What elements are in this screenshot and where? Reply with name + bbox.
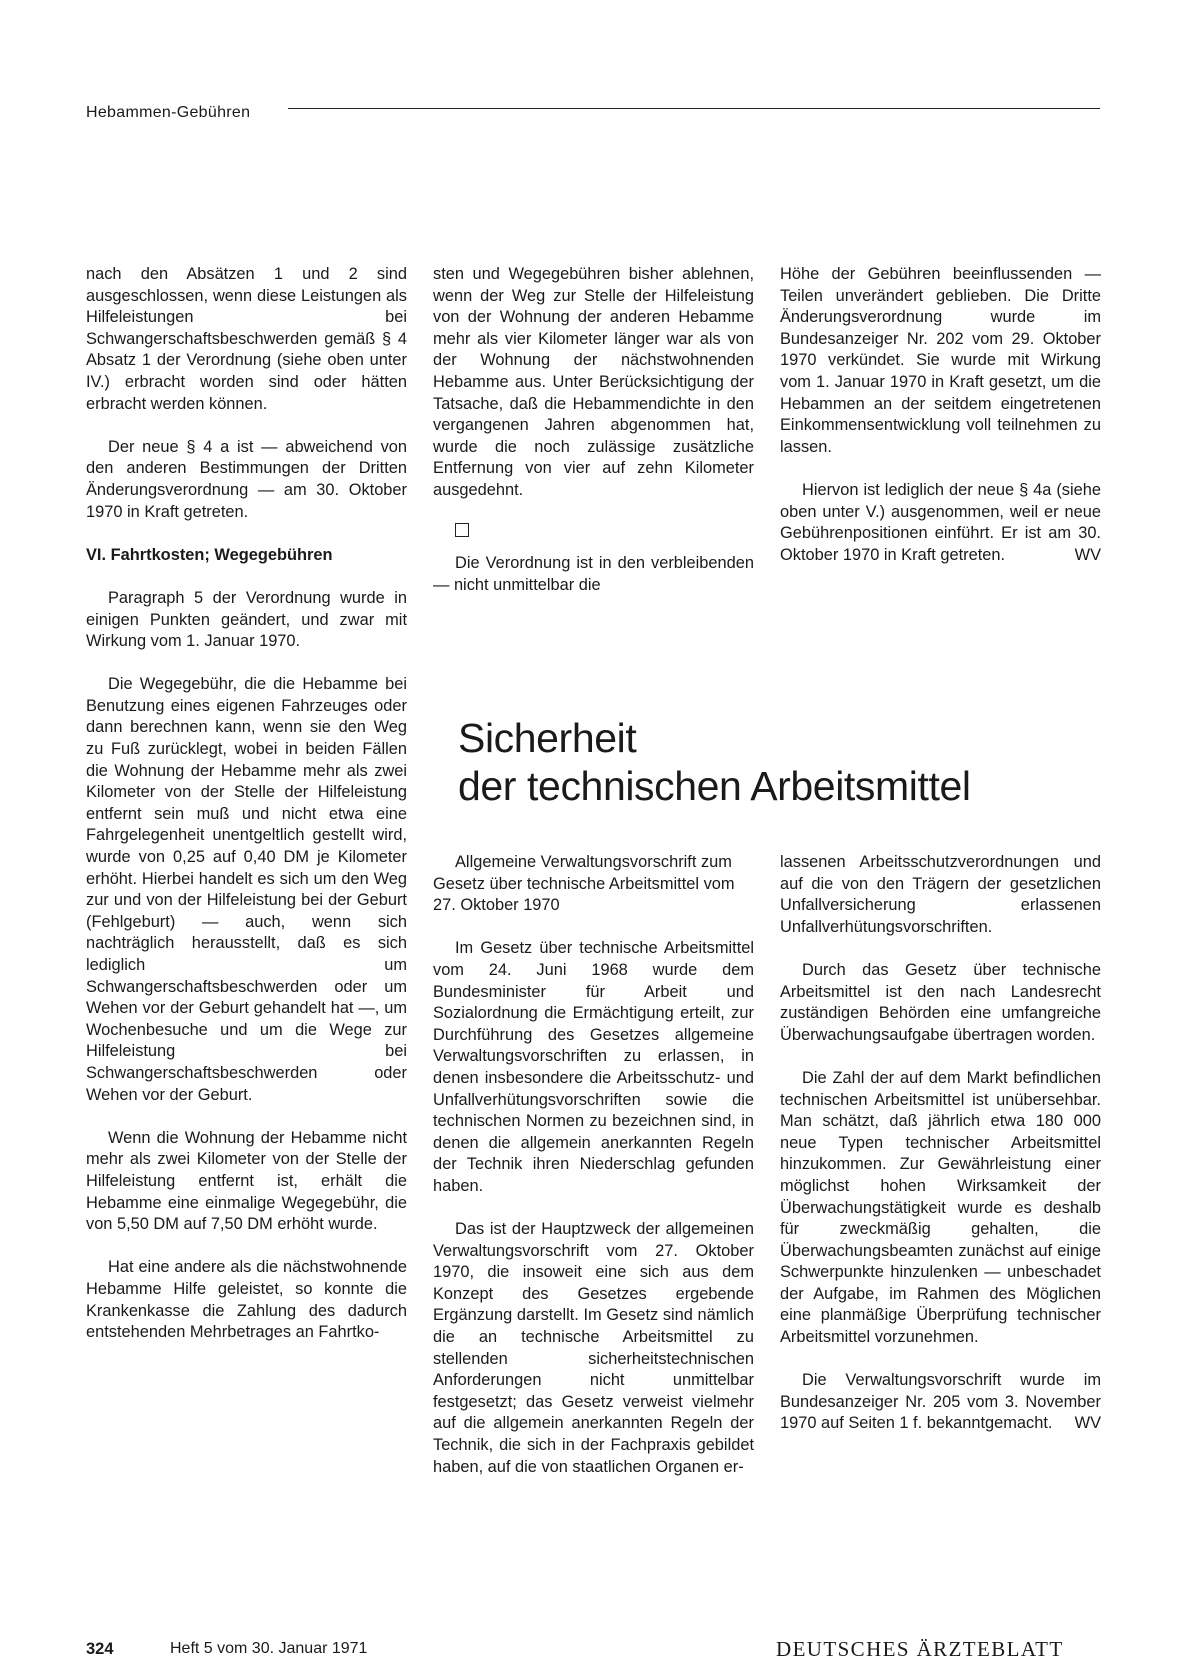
issue-info: Heft 5 vom 30. Januar 1971 [170, 1640, 368, 1657]
paragraph: nach den Absätzen 1 und 2 sind ausgeschlossen, wenn diese Leistungen als Hilfeleistungen bei Schwangerschaftsbeschwerden gemäß § 4 Absatz 1 der Verordnung (siehe oben unter IV.) erbracht worden sind oder hätten erbracht werden können. [86, 265, 407, 413]
paragraph: Durch das Gesetz über technische Arbeitsmittel ist den nach Landesrecht zuständigen Behörden eine umfangreiche Überwachungsaufgabe übertragen worden. [780, 960, 1101, 1044]
author-signature: WV [1074, 545, 1101, 564]
paragraph: Hat eine andere als die nächstwohnende Hebamme Hilfe geleistet, so konnte die Krankenkasse die Zahlung des dadurch entstehenden Mehrbetrages an Fahrtko- [86, 1258, 407, 1342]
article1-column-1 [86, 264, 407, 1365]
running-title: Hebammen-Gebühren [86, 104, 251, 121]
header-rule [288, 108, 1100, 109]
paragraph: Die Verordnung ist in den verbleibenden — nicht unmittelbar die [433, 554, 754, 594]
paragraph: Im Gesetz über technische Arbeitsmittel vom 24. Juni 1968 wurde dem Bundesminister für Arbeit und Sozialordnung die Ermächtigung erteilt, zur Durchführung des Gesetzes allgemeine Verwaltungsvorschriften zu erlassen, in denen insbesondere die Arbeitsschutz- und Unfallverhütungsvorschriften sowie die technischen Normen zu bezeichnen sind, in denen die allgemein anerkannten Regeln der Technik ihren Niederschlag gefunden haben. [433, 939, 754, 1195]
article1-column-3 [780, 264, 1101, 588]
article-title [458, 714, 971, 810]
paragraph: Der neue § 4 a ist — abweichend von den anderen Bestimmungen der Dritten Änderungsverordnung — am 30. Oktober 1970 in Kraft getreten. [86, 437, 407, 521]
article-lead: Allgemeine Verwaltungsvorschrift zum Gesetz über technische Arbeitsmittel vom 27. Oktober 1970 [433, 853, 735, 915]
paragraph: Höhe der Gebühren beeinflussenden — Teilen unverändert geblieben. Die Dritte Änderungsverordnung wurde im Bundesanzeiger Nr. 202 vom 29. Oktober 1970 verkündet. Sie wurde mit Wirkung vom 1. Januar 1970 in Kraft gesetzt, um die Hebammen an der seitdem eingetretenen Einkommensentwicklung voll teilnehmen zu lassen. [780, 265, 1101, 456]
paragraph: Das ist der Hauptzweck der allgemeinen Verwaltungsvorschrift vom 27. Oktober 1970, die insoweit eine sich aus dem Konzept des Gesetzes ergebende Ergänzung darstellt. Im Gesetz sind nämlich die an technische Arbeitsmittel zu stellenden sicherheitstechnischen Anforderungen nicht unmittelbar festgesetzt; das Gesetz verweist vielmehr auf die allgemein anerkannten Regeln der Technik, die sich in der Fachpraxis gebildet haben, auf die von staatlichen Organen er- [433, 1220, 754, 1476]
article1-column-2 [433, 264, 754, 618]
paragraph: Paragraph 5 der Verordnung wurde in einigen Punkten geändert, und zwar mit Wirkung vom 1. Januar 1970. [86, 588, 407, 651]
paragraph: Die Zahl der auf dem Markt befindlichen technischen Arbeitsmittel ist unübersehbar. Man schätzt, daß jährlich etwa 180 000 neue Typen technischer Arbeitsmittel hinzukommen. Zur Gewährleistung einer möglichst hohen Wirksamkeit der Überwachungstätigkeit wurde es deshalb für zweckmäßig gehalten, die Überwachungsbeamten zunächst auf einige Schwerpunkte hinzulenken — unbeschadet der Aufgabe, im Rahmen des Möglichen eine planmäßige Überprüfung technischer Arbeitsmittel vorzunehmen. [780, 1068, 1101, 1347]
journal-name: DEUTSCHES ÄRZTEBLATT [776, 1637, 1064, 1661]
paragraph [780, 480, 1101, 566]
article-title-line-2: der technischen Arbeitsmittel [458, 763, 971, 809]
section-separator-box [455, 523, 469, 537]
paragraph-text: Hiervon ist lediglich der neue § 4a (siehe oben unter V.) ausgenommen, weil er neue Gebührenpositionen einführt. Er ist am 30. Oktober 1970 in Kraft getreten. [780, 480, 1101, 564]
author-signature: WV [1074, 1414, 1101, 1433]
paragraph: lassenen Arbeitsschutzverordnungen und auf die von den Trägern der gesetzlichen Unfallversicherung erlassenen Unfallverhütungsvorschriften. [780, 853, 1101, 936]
section-heading: VI. Fahrtkosten; Wegegebühren [86, 545, 333, 564]
article-title-line-1: Sicherheit [458, 715, 637, 761]
article2-column-1 [433, 852, 754, 1500]
paragraph: sten und Wegegebühren bisher ablehnen, wenn der Weg zur Stelle der Hilfeleistung von der Wohnung der anderen Hebamme mehr als vier Kilometer länger war als von der Wohnung der nächstwohnenden Hebamme aus. Unter Berücksichtigung der Tatsache, daß die Hebammendichte in den vergangenen Jahren abgenommen hat, wurde die noch zulässige zusätzliche Entfernung von vier auf zehn Kilometer ausgedehnt. [433, 265, 754, 499]
page-number: 324 [86, 1640, 114, 1658]
paragraph-text: Die Verwaltungsvorschrift wurde im Bundesanzeiger Nr. 205 vom 3. November 1970 auf Seiten 1 f. bekanntgemacht. [780, 1371, 1101, 1433]
article2-column-2 [780, 852, 1101, 1457]
paragraph [780, 1370, 1101, 1435]
paragraph: Die Wegegebühr, die die Hebamme bei Benutzung eines eigenen Fahrzeuges oder dann berechnen kann, wenn sie den Weg zu Fuß zurücklegt, wobei in beiden Fällen die Wohnung der Hebamme mehr als zwei Kilometer von der Stelle der Hilfeleistung entfernt sein muß und nicht etwa eine Fahrgelegenheit unentgeltlich gestellt wird, wurde von 0,25 auf 0,40 DM je Kilometer erhöht. Hierbei handelt es sich um den Weg zur und von der Hilfeleistung bei der Geburt (Fehlgeburt) — auch, wenn sich nachträglich herausstellt, daß es sich lediglich um Schwangerschaftsbeschwerden oder um Wehen vor der Geburt gehandelt hat —, um Wochenbesuche und um die Wege zur Hilfeleistung bei Schwangerschaftsbeschwerden oder Wehen vor der Geburt. [86, 675, 407, 1104]
paragraph: Wenn die Wohnung der Hebamme nicht mehr als zwei Kilometer von der Stelle der Hilfeleistung entfernt ist, erhält die Hebamme eine einmalige Wegegebühr, die von 5,50 DM auf 7,50 DM erhöht wurde. [86, 1128, 407, 1234]
